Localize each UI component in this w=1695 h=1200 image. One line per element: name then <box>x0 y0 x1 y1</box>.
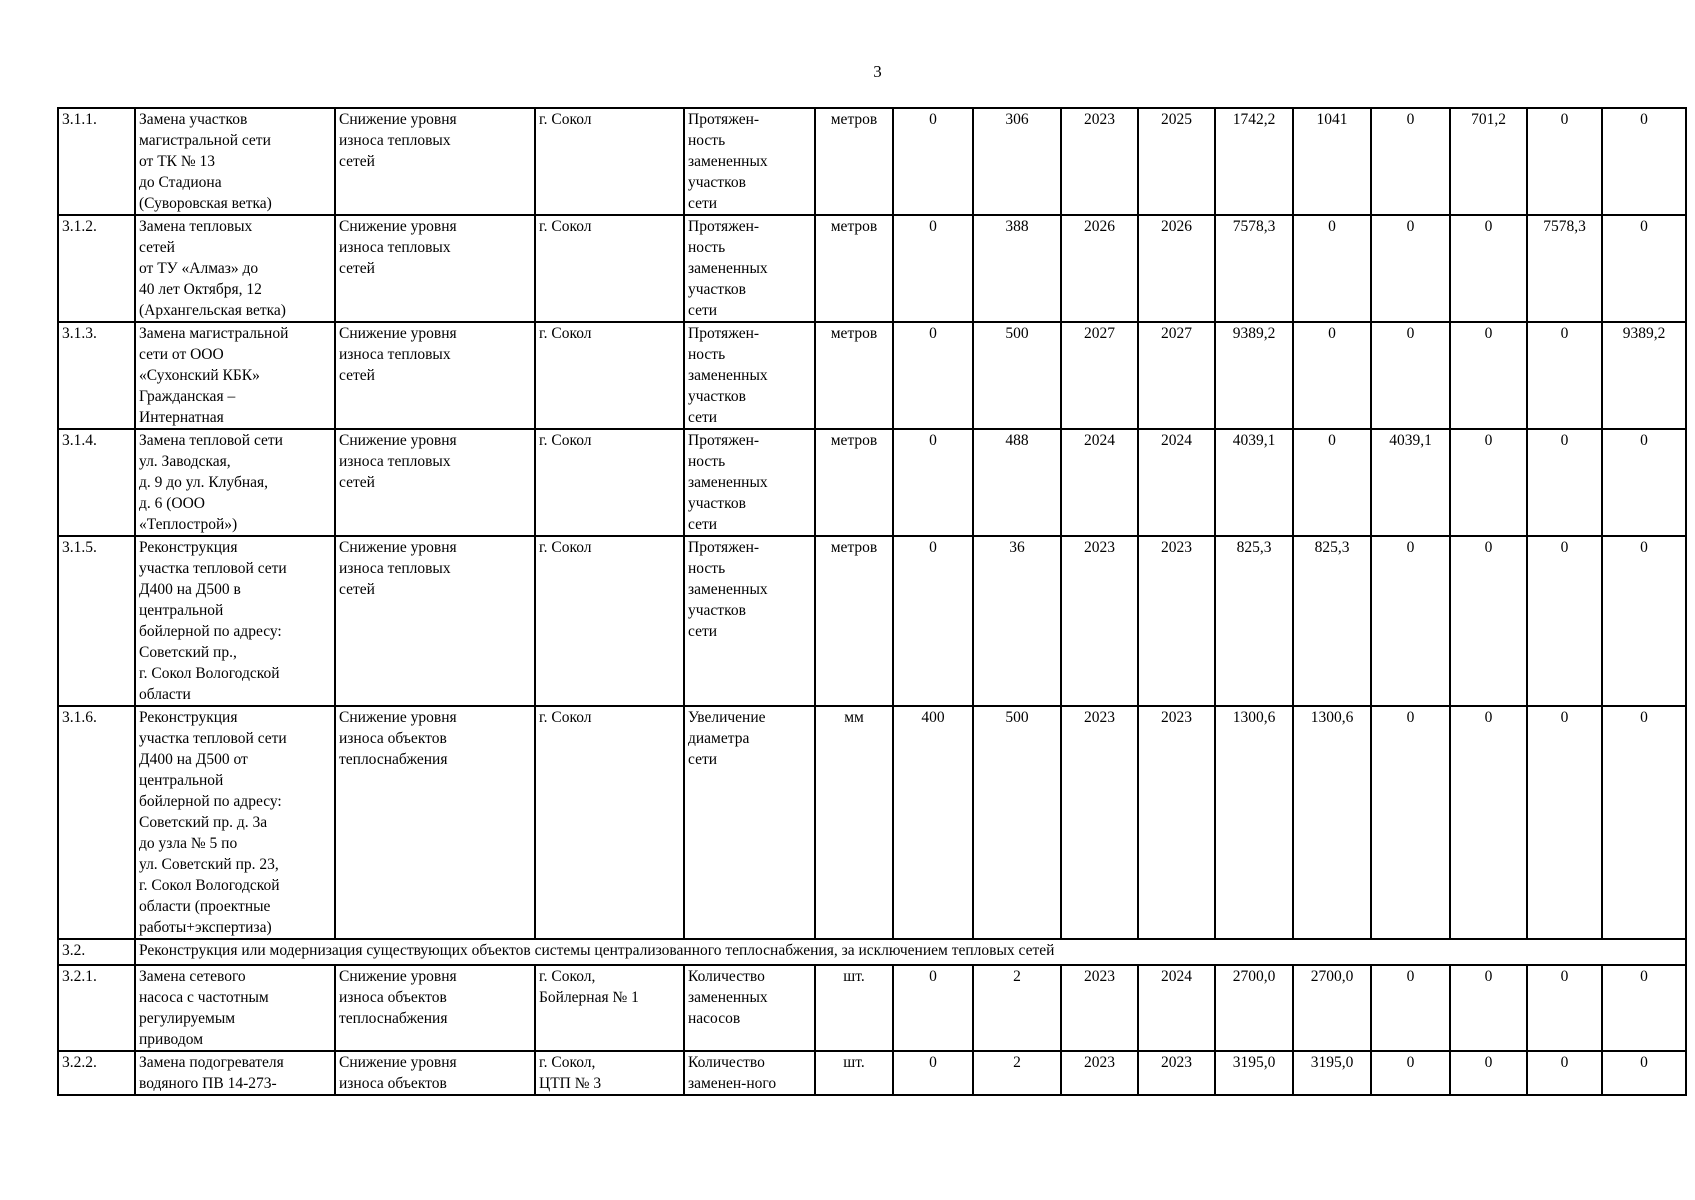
cost-2024: 0 <box>1371 536 1450 706</box>
cost-2026: 0 <box>1527 965 1602 1051</box>
cost-2025: 0 <box>1450 965 1527 1051</box>
row-number: 3.1.2. <box>58 215 135 322</box>
measure-location: г. Сокол <box>535 706 684 939</box>
table-row <box>58 706 1686 939</box>
cost-2026: 0 <box>1527 429 1602 536</box>
end-year: 2023 <box>1138 536 1215 706</box>
section-number: 3.2. <box>58 939 135 965</box>
measure-unit: метров <box>815 322 893 429</box>
measure-indicator: Протяжен- ность замененных участков сети <box>684 429 815 536</box>
table-row <box>58 536 1686 706</box>
cost-2027: 0 <box>1602 1051 1686 1095</box>
page-number: 3 <box>873 62 882 81</box>
cost-2027: 0 <box>1602 965 1686 1051</box>
cost-2026: 0 <box>1527 1051 1602 1095</box>
end-year: 2025 <box>1138 108 1215 215</box>
end-year: 2027 <box>1138 322 1215 429</box>
cost-2027: 9389,2 <box>1602 322 1686 429</box>
indicator-target-value: 36 <box>973 536 1061 706</box>
indicator-base-value: 0 <box>893 215 973 322</box>
measure-location: г. Сокол <box>535 108 684 215</box>
table-row <box>58 215 1686 322</box>
indicator-base-value: 0 <box>893 429 973 536</box>
cost-2027: 0 <box>1602 536 1686 706</box>
measure-location: г. Сокол <box>535 429 684 536</box>
table-row <box>58 322 1686 429</box>
measure-name: Замена сетевого насоса с частотным регулируемым приводом <box>135 965 335 1051</box>
cost-total: 7578,3 <box>1215 215 1293 322</box>
row-number: 3.1.4. <box>58 429 135 536</box>
cost-total: 2700,0 <box>1215 965 1293 1051</box>
cost-2025: 0 <box>1450 706 1527 939</box>
cost-2026: 7578,3 <box>1527 215 1602 322</box>
indicator-base-value: 0 <box>893 322 973 429</box>
cost-2023: 0 <box>1293 429 1371 536</box>
cost-2025: 0 <box>1450 536 1527 706</box>
start-year: 2023 <box>1061 1051 1138 1095</box>
cost-2027: 0 <box>1602 706 1686 939</box>
row-number: 3.2.2. <box>58 1051 135 1095</box>
end-year: 2024 <box>1138 429 1215 536</box>
cost-2023: 825,3 <box>1293 536 1371 706</box>
table-row <box>58 1051 1686 1095</box>
row-number: 3.1.3. <box>58 322 135 429</box>
measure-name: Замена участков магистральной сети от ТК № 13 до Стадиона (Суворовская ветка) <box>135 108 335 215</box>
measure-goal: Снижение уровня износа объектов <box>335 1051 535 1095</box>
cost-2026: 0 <box>1527 322 1602 429</box>
measure-goal: Снижение уровня износа тепловых сетей <box>335 215 535 322</box>
indicator-base-value: 0 <box>893 965 973 1051</box>
cost-2025: 0 <box>1450 1051 1527 1095</box>
cost-2024: 0 <box>1371 706 1450 939</box>
indicator-base-value: 0 <box>893 536 973 706</box>
start-year: 2027 <box>1061 322 1138 429</box>
start-year: 2024 <box>1061 429 1138 536</box>
measure-name: Замена тепловой сети ул. Заводская, д. 9 до ул. Клубная, д. 6 (ООО «Теплострой») <box>135 429 335 536</box>
section-row <box>58 939 1686 965</box>
cost-2024: 4039,1 <box>1371 429 1450 536</box>
measure-unit: шт. <box>815 965 893 1051</box>
cost-2023: 0 <box>1293 322 1371 429</box>
measure-location: г. Сокол, Бойлерная № 1 <box>535 965 684 1051</box>
start-year: 2023 <box>1061 536 1138 706</box>
measure-location: г. Сокол <box>535 536 684 706</box>
indicator-base-value: 0 <box>893 108 973 215</box>
measure-indicator: Протяжен- ность замененных участков сети <box>684 536 815 706</box>
measure-indicator: Протяжен- ность замененных участков сети <box>684 215 815 322</box>
start-year: 2023 <box>1061 706 1138 939</box>
cost-2027: 0 <box>1602 108 1686 215</box>
cost-2023: 3195,0 <box>1293 1051 1371 1095</box>
start-year: 2023 <box>1061 108 1138 215</box>
table-body <box>58 108 1686 1095</box>
cost-2024: 0 <box>1371 108 1450 215</box>
measure-indicator: Количество заменен-ного <box>684 1051 815 1095</box>
cost-total: 825,3 <box>1215 536 1293 706</box>
end-year: 2023 <box>1138 1051 1215 1095</box>
cost-2025: 0 <box>1450 215 1527 322</box>
measure-location: г. Сокол <box>535 215 684 322</box>
cost-total: 1300,6 <box>1215 706 1293 939</box>
row-number: 3.1.5. <box>58 536 135 706</box>
measure-goal: Снижение уровня износа тепловых сетей <box>335 322 535 429</box>
cost-2026: 0 <box>1527 706 1602 939</box>
cost-2024: 0 <box>1371 965 1450 1051</box>
measure-indicator: Количество замененных насосов <box>684 965 815 1051</box>
end-year: 2026 <box>1138 215 1215 322</box>
indicator-target-value: 488 <box>973 429 1061 536</box>
measure-indicator: Протяжен- ность замененных участков сети <box>684 322 815 429</box>
table-row <box>58 429 1686 536</box>
cost-2023: 2700,0 <box>1293 965 1371 1051</box>
measure-indicator: Протяжен- ность замененных участков сети <box>684 108 815 215</box>
cost-2024: 0 <box>1371 322 1450 429</box>
indicator-base-value: 0 <box>893 1051 973 1095</box>
indicator-target-value: 500 <box>973 706 1061 939</box>
measure-goal: Снижение уровня износа тепловых сетей <box>335 536 535 706</box>
measure-unit: шт. <box>815 1051 893 1095</box>
cost-2025: 701,2 <box>1450 108 1527 215</box>
cost-2023: 1300,6 <box>1293 706 1371 939</box>
measure-name: Реконструкция участка тепловой сети Д400 на Д500 от центральной бойлерной по адресу: Советский пр. д. 3а до узла № 5 по ул. Советский пр. 23, г. Сокол Вологодской области (проектные работы+экспертиза) <box>135 706 335 939</box>
indicator-target-value: 306 <box>973 108 1061 215</box>
measure-name: Замена тепловых сетей от ТУ «Алмаз» до 40 лет Октября, 12 (Архангельская ветка) <box>135 215 335 322</box>
measure-goal: Снижение уровня износа объектов теплоснабжения <box>335 706 535 939</box>
cost-2025: 0 <box>1450 429 1527 536</box>
section-title: Реконструкция или модернизация существующих объектов системы централизованного теплоснабжения, за исключением тепловых сетей <box>135 939 1686 965</box>
cost-2026: 0 <box>1527 108 1602 215</box>
measure-unit: метров <box>815 108 893 215</box>
cost-2027: 0 <box>1602 215 1686 322</box>
cost-total: 1742,2 <box>1215 108 1293 215</box>
investment-program-table <box>57 107 1687 1096</box>
end-year: 2024 <box>1138 965 1215 1051</box>
start-year: 2026 <box>1061 215 1138 322</box>
cost-2026: 0 <box>1527 536 1602 706</box>
indicator-target-value: 2 <box>973 1051 1061 1095</box>
row-number: 3.2.1. <box>58 965 135 1051</box>
indicator-target-value: 500 <box>973 322 1061 429</box>
measure-location: г. Сокол, ЦТП № 3 <box>535 1051 684 1095</box>
measure-unit: метров <box>815 536 893 706</box>
table-row <box>58 108 1686 215</box>
measure-unit: мм <box>815 706 893 939</box>
measure-goal: Снижение уровня износа объектов теплоснабжения <box>335 965 535 1051</box>
cost-2024: 0 <box>1371 215 1450 322</box>
start-year: 2023 <box>1061 965 1138 1051</box>
row-number: 3.1.6. <box>58 706 135 939</box>
measure-goal: Снижение уровня износа тепловых сетей <box>335 108 535 215</box>
table-row <box>58 965 1686 1051</box>
measure-name: Замена магистральной сети от ООО «Сухонский КБК» Гражданская – Интернатная <box>135 322 335 429</box>
indicator-target-value: 2 <box>973 965 1061 1051</box>
cost-2023: 1041 <box>1293 108 1371 215</box>
indicator-target-value: 388 <box>973 215 1061 322</box>
measure-unit: метров <box>815 215 893 322</box>
cost-2023: 0 <box>1293 215 1371 322</box>
cost-2025: 0 <box>1450 322 1527 429</box>
cost-total: 3195,0 <box>1215 1051 1293 1095</box>
cost-2024: 0 <box>1371 1051 1450 1095</box>
cost-2027: 0 <box>1602 429 1686 536</box>
measure-name: Замена подогревателя водяного ПВ 14-273- <box>135 1051 335 1095</box>
indicator-base-value: 400 <box>893 706 973 939</box>
cost-total: 9389,2 <box>1215 322 1293 429</box>
measure-indicator: Увеличение диаметра сети <box>684 706 815 939</box>
cost-total: 4039,1 <box>1215 429 1293 536</box>
measure-name: Реконструкция участка тепловой сети Д400 на Д500 в центральной бойлерной по адресу: Советский пр., г. Сокол Вологодской области <box>135 536 335 706</box>
row-number: 3.1.1. <box>58 108 135 215</box>
end-year: 2023 <box>1138 706 1215 939</box>
measure-unit: метров <box>815 429 893 536</box>
measure-goal: Снижение уровня износа тепловых сетей <box>335 429 535 536</box>
measure-location: г. Сокол <box>535 322 684 429</box>
